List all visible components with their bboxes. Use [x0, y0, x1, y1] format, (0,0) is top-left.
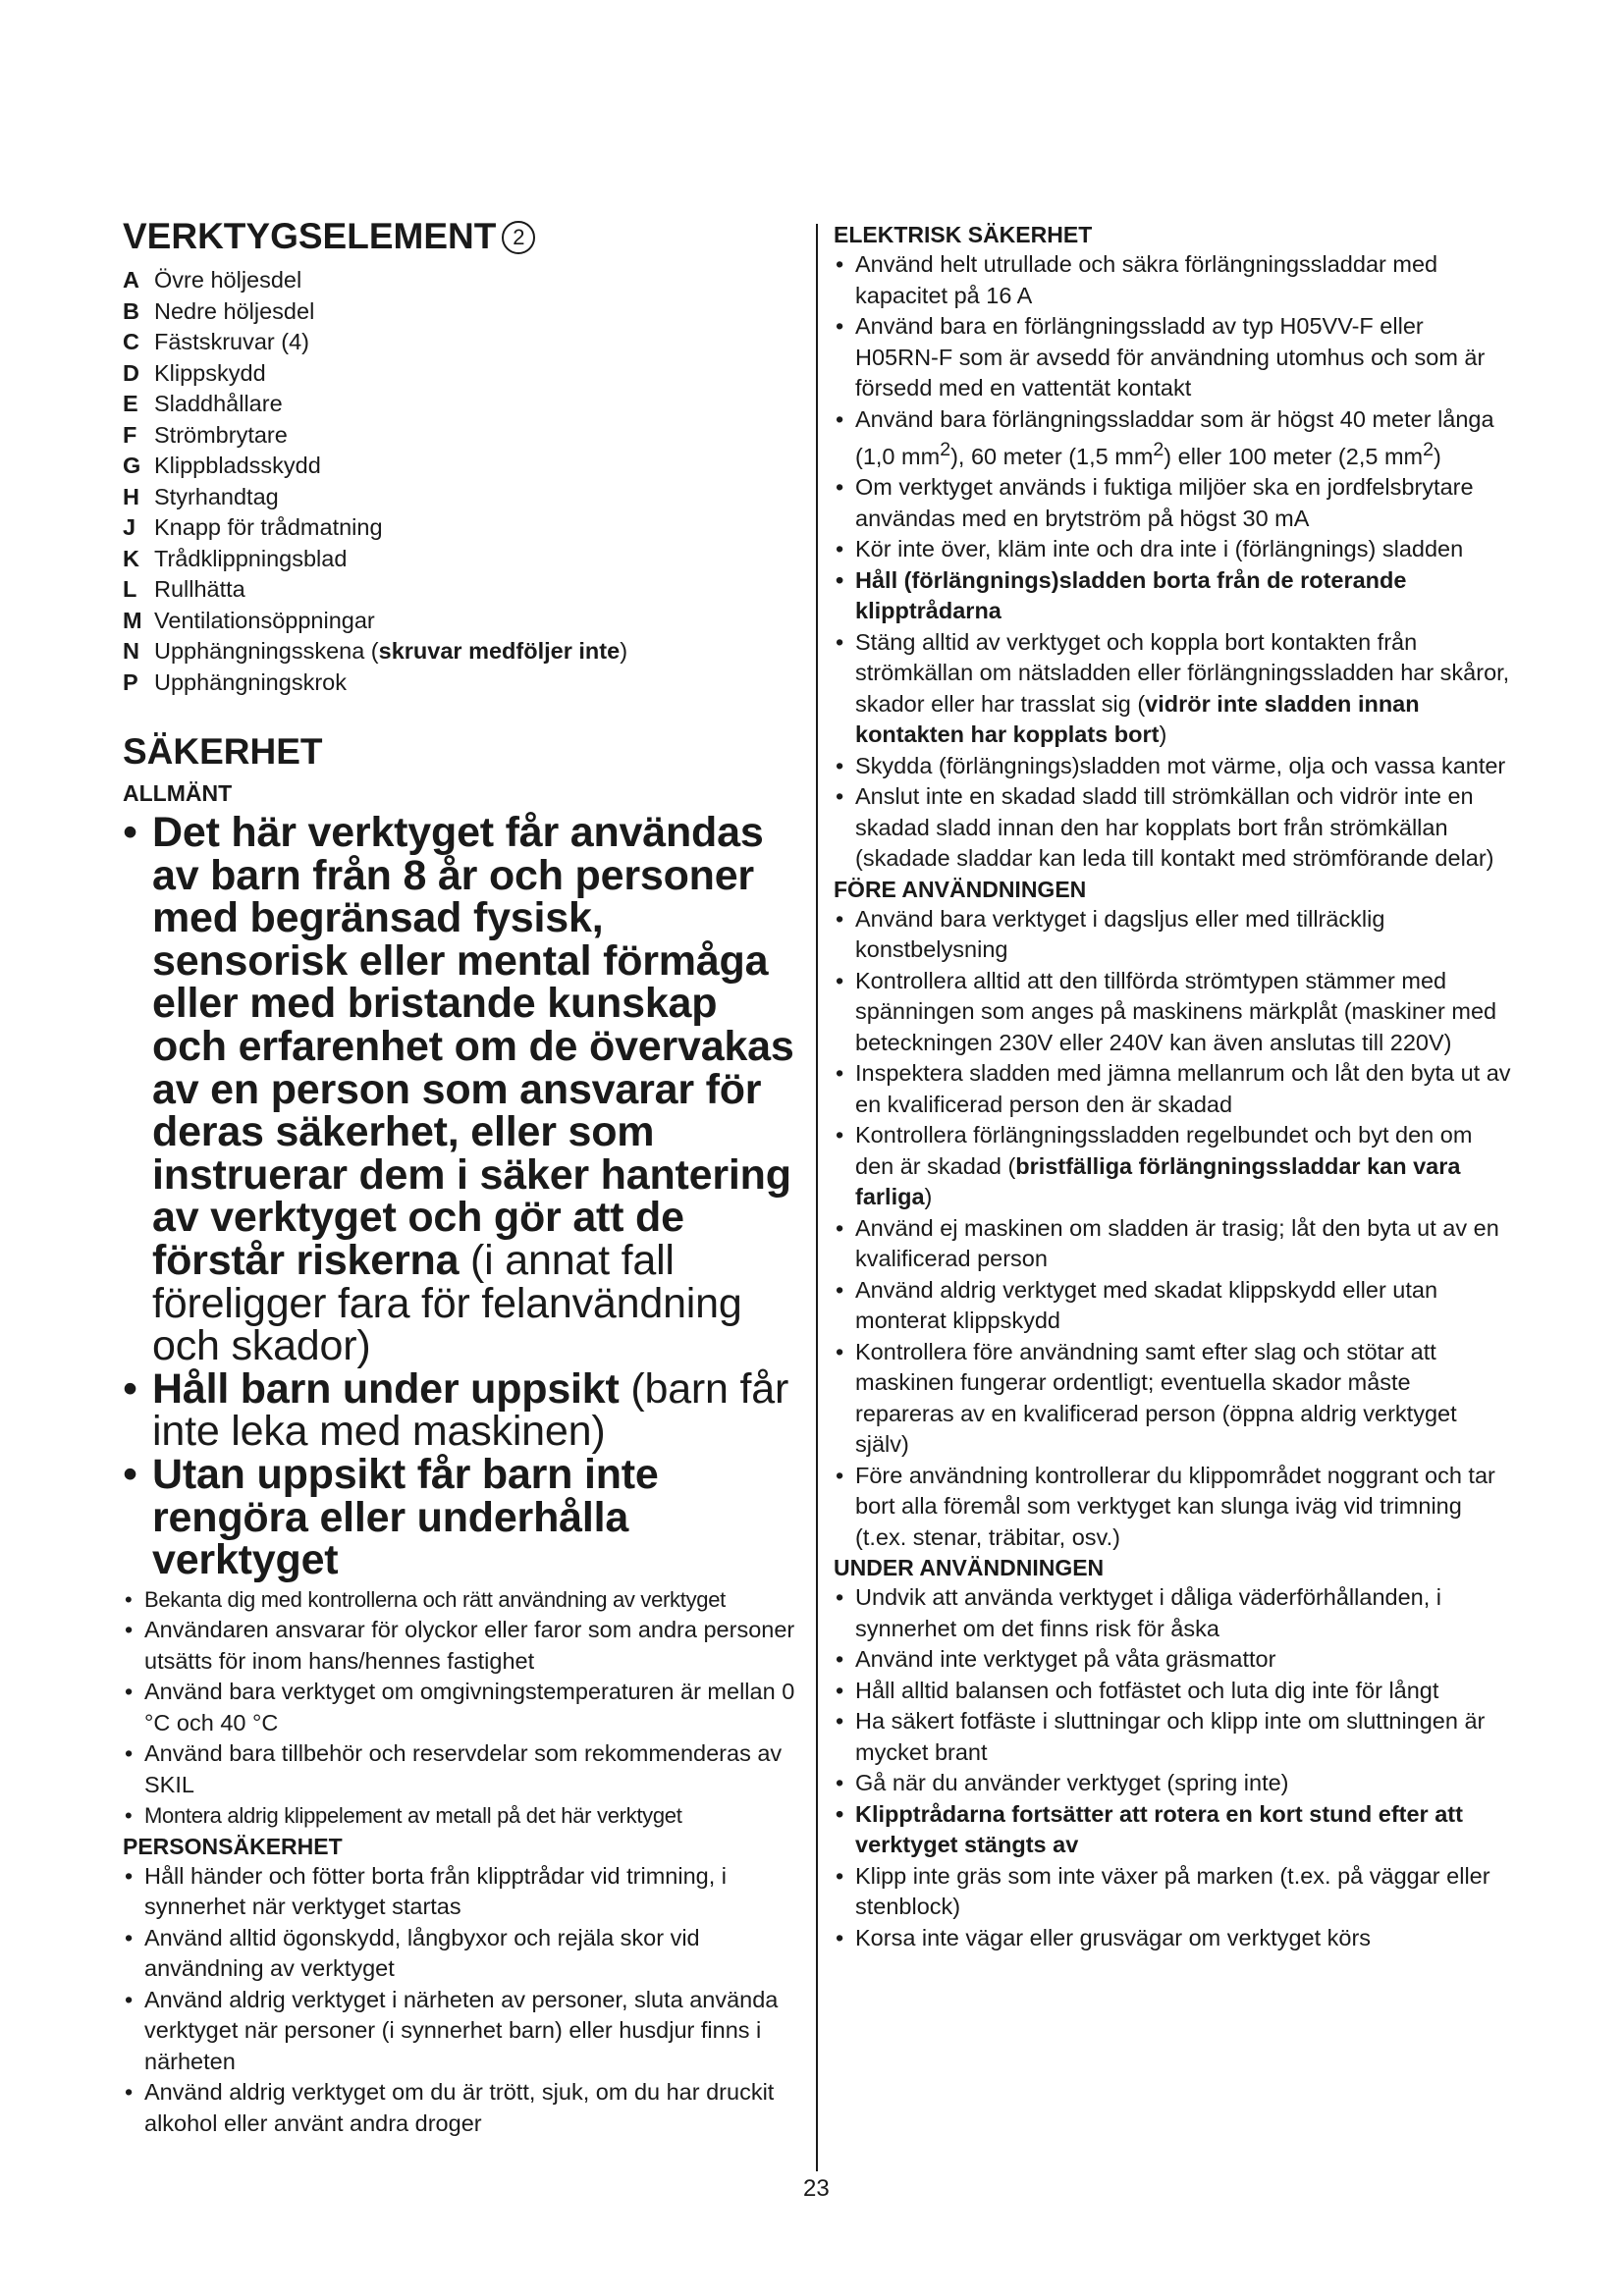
electrical-item: • Om verktyget används i fuktiga miljöer ska en jordfelsbrytare användas med en brytström på högst 30 mA	[834, 472, 1511, 534]
component-label: Ventilationsöppningar	[154, 607, 375, 633]
electrical-item: • Använd bara förlängningssladdar som är högst 40 meter långa (1,0 $mm^2$), 60 meter (1,5 $mm^2$) eller 100 meter (2,5 $mm^2$)	[834, 404, 1511, 473]
component-item	[123, 512, 800, 544]
component-label: Nedre höljesdel	[154, 297, 315, 324]
during-use-item: • Ha säkert fotfäste i sluttningar och klipp inte om sluttningen är mycket brant	[834, 1706, 1511, 1768]
general-heading: ALLMÄNT	[123, 780, 233, 806]
general-item: • Använd bara tillbehör och reservdelar som rekommenderas av SKIL	[123, 1738, 800, 1800]
component-item	[123, 451, 800, 482]
component-label: Styrhandtag	[154, 483, 279, 509]
component-key: B	[123, 297, 139, 324]
before-use-item: • Använd ej maskinen om sladden är trasig; låt den byta ut av en kvalificerad person	[834, 1213, 1511, 1275]
component-key: L	[123, 576, 137, 602]
personal-item: • Använd aldrig verktyget om du är trött, sjuk, om du har druckit alkohol eller använt andra droger	[123, 2077, 800, 2139]
electrical-item: • Stäng alltid av verktyget och koppla bort kontakten från strömkällan om nätsladden eller förlängningssladden har skåror, skador eller har trasslat sig (vidrör inte sladden innan kontakten har kopplats bort)	[834, 627, 1511, 751]
component-item	[123, 574, 800, 606]
component-label: Knapp för trådmatning	[154, 514, 383, 540]
before-use-item: • Kontrollera förlängningssladden regelbundet och byt den om den är skadad (bristfälliga förlängningssladdar kan vara farliga)	[834, 1120, 1511, 1213]
component-key: K	[123, 545, 139, 571]
electrical-safety-heading: ELEKTRISK SÄKERHET	[834, 222, 1093, 247]
electrical-item: • Skydda (förlängnings)sladden mot värme, olja och vassa kanter	[834, 751, 1511, 782]
before-use-item: • Kontrollera alltid att den tillförda strömtypen stämmer med spänningen som anges på maskinens märkplåt (maskiner med beteckningen 230V eller 240V kan även anslutas till 220V)	[834, 966, 1511, 1059]
component-item	[123, 327, 800, 358]
before-use-item: • Inspektera sladden med jämna mellanrum och låt den byta ut av en kvalificerad person den är skadad	[834, 1058, 1511, 1120]
big-warning-item: • Håll barn under uppsikt (barn får inte leka med maskinen)	[123, 1368, 800, 1454]
during-use-item: • Klipp inte gräs som inte växer på marken (t.ex. på väggar eller stenblock)	[834, 1861, 1511, 1923]
during-use-heading: UNDER ANVÄNDNINGEN	[834, 1555, 1105, 1581]
column-divider	[816, 224, 818, 2171]
component-item	[123, 420, 800, 452]
component-key: H	[123, 483, 139, 509]
components-list	[123, 265, 800, 636]
personal-item: • Använd alltid ögonskydd, långbyxor och rejäla skor vid användning av verktyget	[123, 1923, 800, 1985]
component-item	[123, 296, 800, 328]
component-key: G	[123, 453, 141, 478]
during-use-item: • Korsa inte vägar eller grusvägar om verktyget körs	[834, 1923, 1511, 1954]
before-use-item: • Använd bara verktyget i dagsljus eller med tillräcklig konstbelysning	[834, 904, 1511, 966]
general-item: • Användaren ansvarar för olyckor eller faror som andra personer utsätts för inom hans/hennes fastighet	[123, 1615, 800, 1677]
big-warning-item: • Utan uppsikt får barn inte rengöra eller underhålla verktyget	[123, 1454, 800, 1582]
electrical-item: • Håll (förlängnings)sladden borta från de roterande klipptrådarna	[834, 565, 1511, 627]
electrical-item: • Anslut inte en skadad sladd till strömkällan och vidrör inte en skadad sladd innan den har kopplats bort från strömkällan (skadade sladdar kan leda till kontakt med strömförande delar)	[834, 781, 1511, 875]
safety-heading: SÄKERHET	[123, 731, 323, 772]
component-item	[123, 482, 800, 513]
component-label: Fästskruvar (4)	[154, 329, 309, 354]
component-key: M	[123, 607, 142, 633]
personal-item: • Använd aldrig verktyget i närheten av personer, sluta använda verktyget när personer (i synnerhet barn) eller husdjur finns i närheten	[123, 1985, 800, 2078]
big-warning-item: • Det här verktyget får användas av barn från 8 år och personer med begränsad fysisk, sensorisk eller mental förmåga eller med bristande kunskap och erfarenhet om de övervakas av en person som ansvarar för deras säkerhet, eller som instruerar dem i säker hantering av verktyget och gör att de förstår riskerna (i annat fall föreligger fara för felanvändning och skador)	[123, 812, 800, 1368]
component-key: J	[123, 514, 136, 540]
electrical-item: • Kör inte över, kläm inte och dra inte i (förlängnings) sladden	[834, 534, 1511, 565]
general-item: • Bekanta dig med kontrollerna och rätt användning av verktyget	[123, 1584, 800, 1616]
component-label: Klippbladsskydd	[154, 453, 321, 478]
component-item	[123, 358, 800, 390]
component-item	[123, 389, 800, 420]
during-use-item: • Använd inte verktyget på våta gräsmattor	[834, 1644, 1511, 1676]
component-item	[123, 606, 800, 637]
component-label: Strömbrytare	[154, 421, 288, 448]
components-title: VERKTYGSELEMENT	[123, 216, 497, 256]
before-use-item: • Använd aldrig verktyget med skadat klippskydd eller utan monterat klippskydd	[834, 1275, 1511, 1337]
component-key: A	[123, 267, 139, 293]
personal-safety-heading: PERSONSÄKERHET	[123, 1833, 343, 1859]
page-number: 23	[803, 2175, 830, 2202]
component-label: Sladdhållare	[154, 391, 283, 416]
before-use-item: • Kontrollera före användning samt efter slag och stötar att maskinen fungerar ordentligt; eventuella skador måste repareras av en kvalificerad person (öppna aldrig verktyget själv)	[834, 1337, 1511, 1461]
during-use-item: • Gå när du använder verktyget (spring inte)	[834, 1768, 1511, 1799]
component-label: Klippskydd	[154, 359, 266, 386]
during-use-item: • Håll alltid balansen och fotfästet och luta dig inte för långt	[834, 1676, 1511, 1707]
component-key: C	[123, 329, 139, 354]
component-label: Rullhätta	[154, 576, 245, 602]
component-label: Övre höljesdel	[154, 267, 302, 293]
left-column	[123, 216, 800, 2139]
before-use-item: • Före användning kontrollerar du klippområdet noggrant och tar bort alla föremål som verktyget kan slunga iväg vid trimning (t.ex. stenar, träbitar, osv.)	[834, 1461, 1511, 1554]
general-item: • Använd bara verktyget om omgivningstemperaturen är mellan 0 °C och 40 °C	[123, 1677, 800, 1738]
personal-item: • Håll händer och fötter borta från klipptrådar vid trimning, i synnerhet när verktyget startas	[123, 1861, 800, 1923]
component-label: Trådklippningsblad	[154, 545, 348, 571]
during-use-item: • Undvik att använda verktyget i dåliga väderförhållanden, i synnerhet om det finns risk för åska	[834, 1582, 1511, 1644]
components-heading	[123, 216, 800, 257]
component-item: N Upphängningsskena (skruvar medföljer inte)	[123, 636, 800, 667]
component-key: D	[123, 359, 139, 386]
component-item	[123, 544, 800, 575]
component-key: P	[123, 668, 138, 695]
component-key: E	[123, 391, 138, 416]
component-item: P Upphängningskrok	[123, 667, 800, 699]
component-key: N	[123, 638, 139, 664]
component-item	[123, 265, 800, 296]
figure-reference-badge: 2	[502, 221, 535, 254]
component-key: F	[123, 421, 137, 448]
electrical-item: • Använd bara en förlängningssladd av typ H05VV-F eller H05RN-F som är avsedd för användning utomhus och som är försedd med en vattentät kontakt	[834, 311, 1511, 404]
electrical-item: • Använd helt utrullade och säkra förlängningssladdar med kapacitet på 16 A	[834, 249, 1511, 311]
right-column	[834, 220, 1511, 1953]
during-use-item: • Klipptrådarna fortsätter att rotera en kort stund efter att verktyget stängts av	[834, 1799, 1511, 1861]
general-item: • Montera aldrig klippelement av metall på det här verktyget	[123, 1800, 800, 1832]
before-use-heading: FÖRE ANVÄNDNINGEN	[834, 876, 1087, 902]
